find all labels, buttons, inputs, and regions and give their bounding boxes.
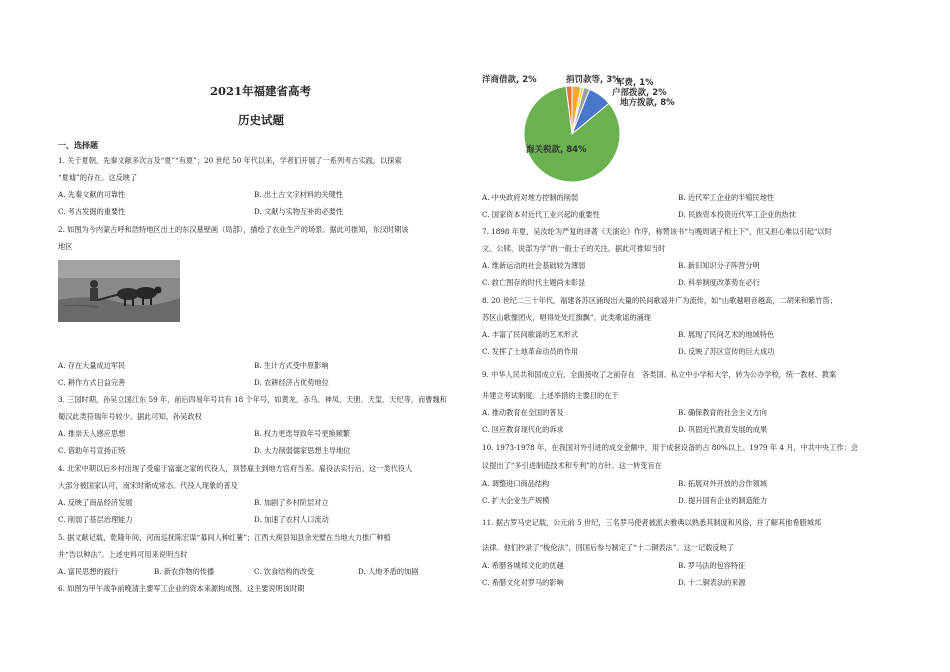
pie-label-4: 户部拨款, 2% [612, 88, 667, 98]
q4-stem-line1: 4. 北宋中期以后乡村出现了受雇于富豪之家的代役人，顶替雇主到地方官府当差。雇役法实行后，这一类代役人 [58, 464, 413, 473]
q5-option-d[interactable]: D. 人地矛盾的加剧 [358, 567, 419, 576]
pie-label-0: 海关税款, 84% [526, 145, 587, 155]
q1-stem-line2: “夏墟”的存在。这反映了 [58, 173, 138, 182]
q8-option-c[interactable]: C. 发挥了土地革命动员的作用 [482, 347, 579, 356]
q2-option-c[interactable]: C. 耕作方式日益完善 [58, 378, 126, 387]
q9-option-b[interactable]: B. 确保教育的社会主义方向 [678, 408, 767, 417]
q1-option-d[interactable]: D. 文献与实物互补的必要性 [254, 207, 344, 216]
exam-title: 2021年福建省高考 [210, 84, 312, 98]
q2-option-a[interactable]: A. 存在大量成边军民 [58, 361, 126, 370]
q9-stem-line2: 并建立考试制度。上述举措的主要目的在于 [482, 391, 619, 400]
q8-stem-line2: 苏区山歌像团火，唱得处处红旗飘”。此类歌谣的涌现 [482, 313, 651, 322]
q9-option-d[interactable]: D. 巩固近代教育发展的成果 [678, 425, 768, 434]
q2-option-d[interactable]: D. 农耕经济占优势地位 [254, 378, 329, 387]
q3-stem-line2: 蜀汉此类符瑞年号较少。据此可知，孙吴政权 [58, 412, 202, 421]
q10-option-b[interactable]: B. 拓展对外开放的合作领域 [678, 479, 767, 488]
q10-option-d[interactable]: D. 提升国有企业的制造能力 [678, 496, 768, 505]
q2-stem-line1: 2. 如图为今内蒙古呼和浩特地区出土的东汉墓壁画（局部），描绘了农业生产的场景。据此可推知，东汉时期该 [58, 225, 409, 234]
q3-option-a[interactable]: A. 推崇天人感应思想 [58, 429, 126, 438]
q7-stem-line2: 文、公牍、说部为学”的一般士子的关注。据此可推知当时 [482, 244, 666, 253]
q6-option-d[interactable]: D. 民族资本投资近代军工企业的热忱 [678, 210, 796, 219]
q2-stem-line2: 地区 [58, 242, 73, 251]
pie-label-3: 军费, 1% [616, 78, 654, 88]
q7-option-c[interactable]: C. 救亡图存的时代主题尚未彰显 [482, 278, 586, 287]
q1-stem-line1: 1. 关于夏朝，先秦文献多次言及“夏”“有夏”；20 世纪 50 年代以来，学者们开展了一系列考古实践，以探索 [58, 156, 402, 165]
q3-stem-line1: 3. 三国时期，孙吴立国江东 59 年，前后四易年号共有 18 个年号，如黄龙、赤乌、神凤、天册、天玺、天纪等，而曹魏和 [58, 395, 447, 404]
q10-stem-line2: 议提出了“多引进制造技术和专利”的方针。这一转变旨在 [482, 461, 662, 470]
q4-option-d[interactable]: D. 加速了农村人口流动 [254, 515, 329, 524]
q5-option-a[interactable]: A. 富民思想的践行 [58, 567, 119, 576]
mural-image [58, 260, 180, 322]
q7-option-a[interactable]: A. 维新运动的社会基础较为薄弱 [482, 261, 586, 270]
q5-option-b[interactable]: B. 新农作物的传播 [154, 567, 215, 576]
q6-stem-line1: 6. 如图为甲午战争前晚清主要军工企业的资本来源构成图。这主要说明该时期 [58, 584, 305, 593]
q4-option-b[interactable]: B. 加剧了乡村阶层对立 [254, 498, 329, 507]
pie-label-2: 捐罚款等, 3% [566, 75, 621, 85]
q5-stem-line2: 并“告以种法”。上述史料可用来说明当时 [58, 550, 188, 559]
q11-stem-line1: 11. 据古罗马史记载，公元前 5 世纪，三名罗马使者被派去雅典以熟悉其制度和风俗，并了解其他希腊城邦 [482, 518, 822, 527]
q10-option-c[interactable]: C. 扩大企业生产规模 [482, 496, 550, 505]
q9-option-a[interactable]: A. 推动教育在全国的普及 [482, 408, 564, 417]
capital-source-pie-chart [482, 72, 742, 182]
q7-option-b[interactable]: B. 新旧知识分子阵营分明 [678, 261, 760, 270]
q5-stem-line1: 5. 据文献记载，乾隆年间，河南巡抚陈宏谋“募间人种红薯”；江西大庾县知县余光璧在当地大力推广种植 [58, 533, 391, 542]
q9-stem-line1: 9. 中华人民共和国成立后，全面接收了之前存在 各类国、私立中小学和大学，转为公办学校，统一教材、教案 [482, 370, 837, 379]
q11-option-b[interactable]: B. 罗马法的包容特征 [678, 561, 746, 570]
q10-stem-line1: 10. 1973-1978 年，在我国对外引进的成交金额中，用于成套设备的占 80%以上。1979 年 4 月，中共中央工作：会 [482, 443, 859, 452]
q7-stem-line1: 7. 1898 年夏，吴汝纶为严复的译著《天演论》作序，称赞该书“与晚周诸子相上下”，但又担心难以引起“以时 [482, 227, 832, 236]
q11-option-c[interactable]: C. 希腊文化对罗马的影响 [482, 578, 564, 587]
q8-stem-line1: 8. 20 世纪二三十年代，福建各苏区涌现出大量的民间歌谣并广为流传，如“山歌越唱音越高，二胡来和紫竹笛； [482, 296, 837, 305]
q6-option-a[interactable]: A. 中央政府对地方控制的削弱 [482, 193, 579, 202]
pie-label-1: 洋商借款, 2% [482, 75, 537, 85]
q1-option-c[interactable]: C. 考古发掘的重要性 [58, 207, 126, 216]
q4-option-a[interactable]: A. 反映了商品经济发展 [58, 498, 133, 507]
exam-subtitle: 历史试题 [238, 113, 284, 127]
q3-option-d[interactable]: D. 大力削弱儒家思想主导地位 [254, 446, 351, 455]
q3-option-c[interactable]: C. 借助年号宣扬正统 [58, 446, 126, 455]
q11-stem-line2: 法律。他们抄录了“梭伦法”，回国后参与制定了“十二铜表法”。这一记载反映了 [482, 543, 734, 552]
q11-option-d[interactable]: D. 十二铜表法的来源 [678, 578, 746, 587]
pie-label-5: 地方拨款, 8% [620, 98, 675, 108]
q7-option-d[interactable]: D. 科举制度改革势在必行 [678, 278, 760, 287]
q1-option-a[interactable]: A. 先秦文献的可靠性 [58, 190, 126, 199]
q8-option-d[interactable]: D. 反映了苏区宣传的巨大成功 [678, 347, 775, 356]
q3-option-b[interactable]: B. 权力更迭导致年号更换频繁 [254, 429, 351, 438]
q1-option-b[interactable]: B. 出土古文字材料的关键性 [254, 190, 343, 199]
q8-option-a[interactable]: A. 丰富了民间歌谣的艺术形式 [482, 330, 579, 339]
q4-stem-line2: 大部分被国家认可，南宋时渐成常态。代役人现象的普及 [58, 481, 238, 490]
q2-option-b[interactable]: B. 生计方式受中原影响 [254, 361, 329, 370]
q4-option-c[interactable]: C. 削弱了基层治理能力 [58, 515, 133, 524]
q5-option-c[interactable]: C. 饮食结构的改变 [254, 567, 315, 576]
q10-option-a[interactable]: A. 调整进口商品结构 [482, 479, 550, 488]
q11-option-a[interactable]: A. 希腊各城邦文化的优越 [482, 561, 564, 570]
q9-option-c[interactable]: C. 回应教育现代化的诉求 [482, 425, 564, 434]
q8-option-b[interactable]: B. 展现了民间艺术的地域特色 [678, 330, 775, 339]
q6-option-c[interactable]: C. 国家资本对近代工业兴起的重要性 [482, 210, 600, 219]
section-heading: 一、选择题 [58, 140, 98, 150]
q6-option-b[interactable]: B. 近代军工企业的半殖民地性 [678, 193, 775, 202]
